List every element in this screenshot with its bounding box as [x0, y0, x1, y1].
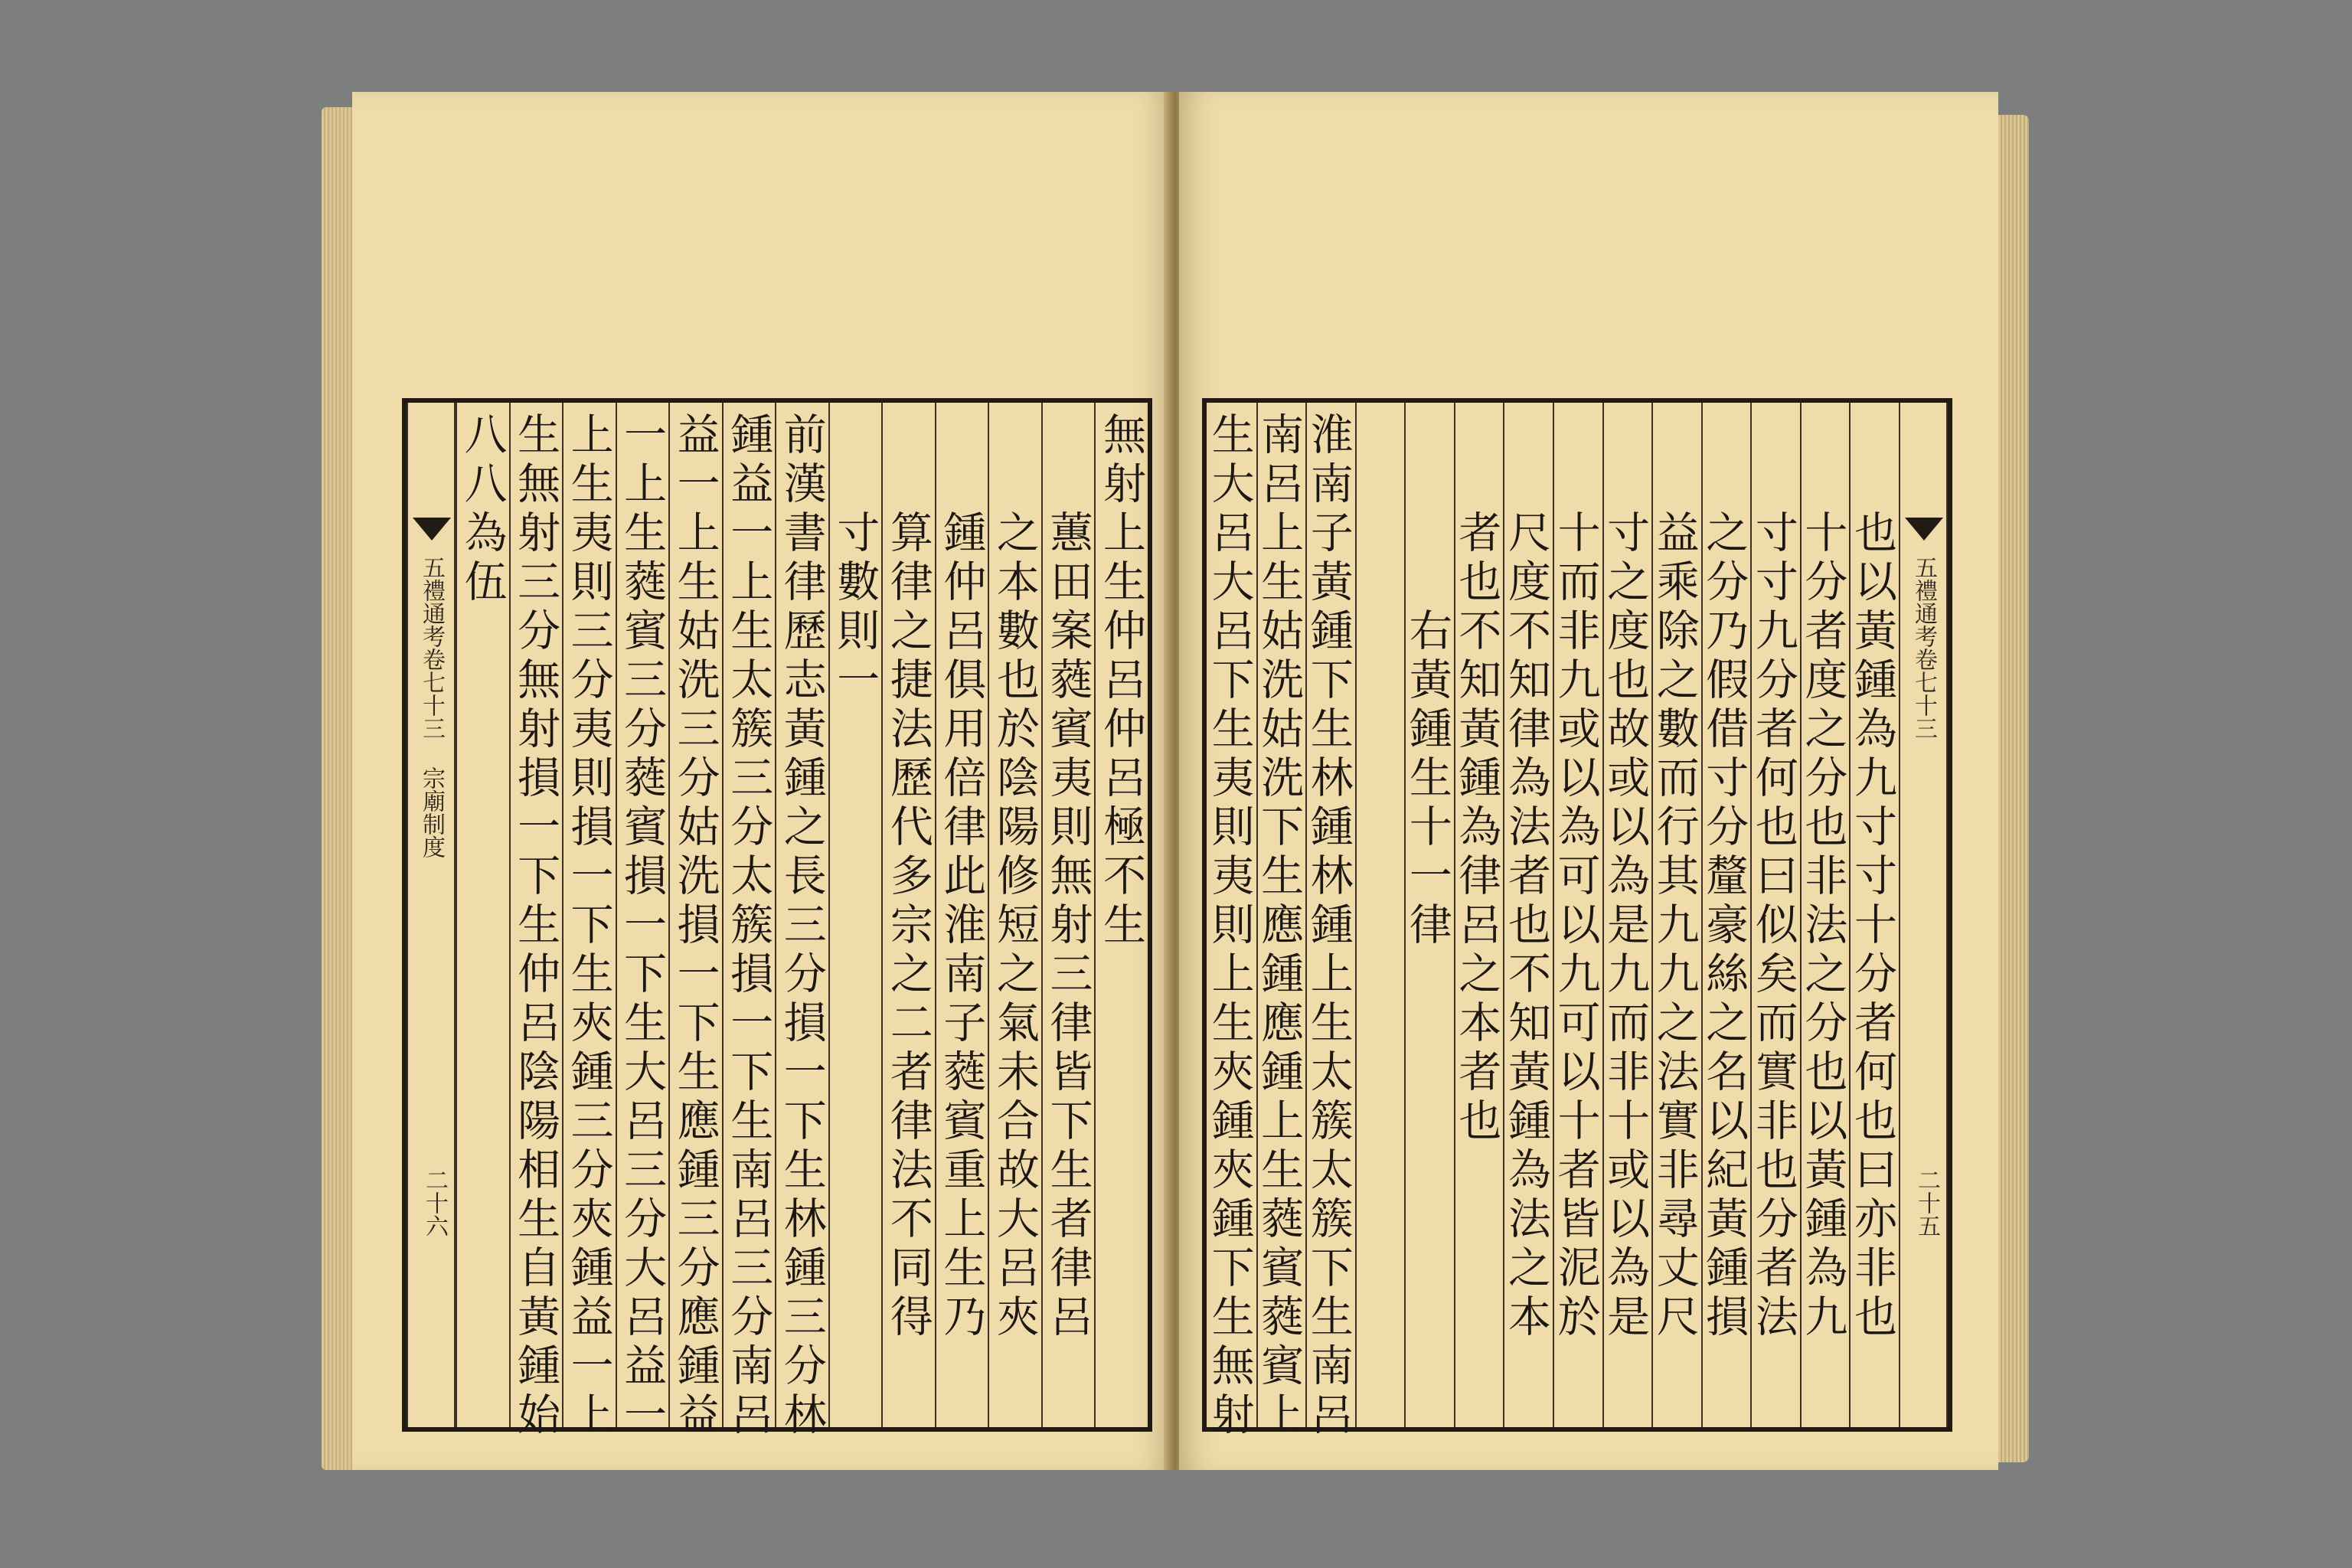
column-text: 鍾益一上生太簇三分太簇損一下生南呂三分南呂 [724, 412, 774, 1441]
fold-title: 五禮通考卷七十三 [1910, 556, 1937, 740]
page-number: 二十五 [1913, 1168, 1940, 1237]
column-text: 寸之度也故或以為是九而非十或以為是 [1600, 510, 1651, 1343]
fish-tail-mark [1905, 518, 1943, 541]
column-text: 益乘除之數而行其九九之法實非尋丈尺 [1649, 510, 1700, 1343]
fold-title: 五禮通考卷七十三 宗廟制度 [418, 556, 445, 858]
left-text-frame [402, 398, 1152, 1441]
column-text: 寸寸九分者何也曰似矣而實非也分者法 [1748, 510, 1798, 1343]
column-text: 十分者度之分也非法之分也以黃鍾為九 [1798, 510, 1848, 1343]
text-column [456, 403, 509, 1427]
column-text: 之分乃假借寸分釐豪絲之名以紀黃鍾損 [1699, 510, 1749, 1343]
text-column [1041, 403, 1095, 1427]
text-column [1355, 403, 1405, 1427]
column-text: 鍾仲呂俱用倍律此淮南子蕤賓重上生乃 [936, 510, 987, 1343]
text-column [616, 403, 669, 1441]
column-text: 之本數也於陰陽修短之氣未合故大呂夾 [989, 510, 1040, 1343]
column-text: 生大呂大呂下生夷則夷則上生夾鍾夾鍾下生無射 [1204, 412, 1255, 1441]
column-text: 尺度不知律為法者也不知黃鍾為法之本 [1501, 510, 1551, 1343]
text-column [1254, 403, 1306, 1441]
text-column [1094, 403, 1148, 1427]
page-fold-margin [407, 403, 456, 1427]
text-column [881, 403, 935, 1427]
page-number: 二十六 [421, 1168, 448, 1237]
text-column [935, 403, 988, 1427]
text-column [988, 403, 1041, 1427]
column-text: 前漢書律歷志黃鍾之長三分損一下生林鍾三分林 [776, 412, 827, 1441]
text-column [1503, 403, 1553, 1427]
text-column [1602, 403, 1652, 1427]
text-column [562, 403, 616, 1441]
column-text: 寸數則一 [830, 510, 880, 706]
text-column [1800, 403, 1850, 1427]
text-column [668, 403, 722, 1441]
column-text: 十而非九或以為可以九可以十者皆泥於 [1550, 510, 1601, 1343]
right-text-frame [1202, 398, 1952, 1441]
column-text: 也以黃鍾為九寸寸十分者何也曰亦非也 [1847, 510, 1897, 1343]
text-column [1204, 403, 1256, 1441]
book-spread [337, 84, 2006, 1485]
column-text: 淮南子黃鍾下生林鍾林鍾上生太簇太簇下生南呂 [1303, 412, 1354, 1441]
column-text: 蕙田案蕤賓夷則無射三律皆下生者律呂 [1043, 510, 1093, 1343]
column-text: 益一上生姑洗三分姑洗損一下生應鍾三分應鍾益 [670, 412, 720, 1441]
text-column [1849, 403, 1899, 1427]
left-page [352, 92, 1171, 1470]
column-text: 算律之捷法歷代多宗之二者律法不同得 [883, 510, 933, 1343]
text-column [509, 403, 563, 1441]
text-column [722, 403, 776, 1441]
column-text: 者也不知黃鍾為律呂之本者也 [1452, 510, 1502, 1147]
column-text: 上生夷則三分夷則損一下生夾鍾三分夾鍾益一上 [564, 412, 614, 1441]
fish-tail-mark [413, 518, 451, 541]
column-text: 南呂上生姑洗姑洗下生應鍾應鍾上生蕤賓蕤賓上 [1254, 412, 1305, 1441]
text-column [1404, 403, 1454, 1427]
column-text: 生無射三分無射損一下生仲呂陰陽相生自黃鍾始 [511, 412, 561, 1441]
page-fold-margin [1899, 403, 1948, 1427]
text-column [1303, 403, 1355, 1441]
column-text: 右黃鍾生十一律 [1402, 608, 1452, 951]
text-column [1651, 403, 1701, 1427]
text-column [775, 403, 828, 1441]
column-text: 一上生蕤賓三分蕤賓損一下生大呂三分大呂益一 [617, 412, 668, 1441]
text-column [1550, 403, 1602, 1427]
text-column [1454, 403, 1504, 1427]
column-text: 八八為伍 [457, 412, 508, 608]
text-column [1701, 403, 1751, 1427]
right-page [1179, 92, 1998, 1470]
text-column [828, 403, 882, 1427]
text-column [1750, 403, 1800, 1427]
column-text: 無射上生仲呂仲呂極不生 [1096, 412, 1146, 951]
